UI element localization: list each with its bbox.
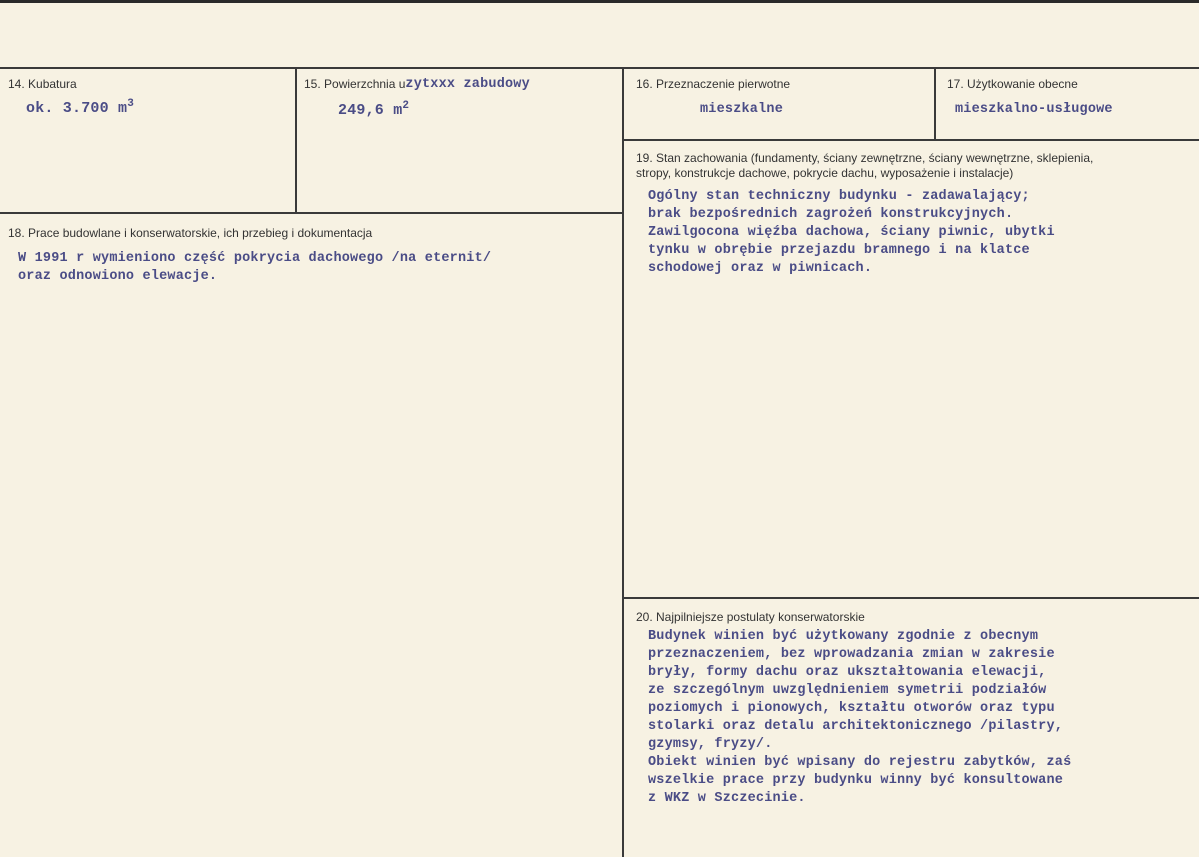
divider-15-16	[622, 67, 624, 857]
top-border	[0, 0, 1199, 3]
postulaty-line-7: gzymsy, fryzy/.	[648, 737, 773, 752]
przeznaczenie-label: 16. Przeznaczenie pierwotne	[636, 77, 791, 91]
stan-zachowania-label-line-1: 19. Stan zachowania (fundamenty, ściany zewnętrzne, ściany wewnętrzne, sklepienia,	[636, 151, 1094, 165]
postulaty-label: 20. Najpilniejsze postulaty konserwatorskie	[636, 610, 865, 624]
stan-zachowania-line-4: tynku w obrębie przejazdu bramnego i na klatce	[648, 243, 1030, 258]
kubatura-value-text: ok. 3.700 m	[26, 100, 128, 117]
kubatura-value	[26, 100, 134, 118]
divider-14-15	[295, 67, 297, 213]
postulaty-line-1: Budynek winien być użytkowany zgodnie z obecnym	[648, 629, 1039, 644]
stan-zachowania-line-2: brak bezpośrednich zagrożeń konstrukcyjnych.	[648, 207, 1014, 222]
stan-zachowania-line-3: Zawilgocona więźba dachowa, ściany piwnic, ubytki	[648, 225, 1055, 240]
postulaty-line-5: poziomych i pionowych, kształtu otworów oraz typu	[648, 701, 1055, 716]
postulaty-line-2: przeznaczeniem, bez wprowadzania zmian w zakresie	[648, 647, 1055, 662]
powierzchnia-label-printed: 15. Powierzchnia u	[304, 77, 406, 91]
powierzchnia-label-overtype: zytxxx zabudowy	[405, 77, 530, 92]
divider-top-row	[0, 67, 1199, 69]
stan-zachowania-line-1: Ogólny stan techniczny budynku - zadawalający;	[648, 189, 1030, 204]
powierzchnia-unit-exponent: 2	[402, 100, 410, 112]
postulaty-line-3: bryły, formy dachu oraz ukształtowania elewacji,	[648, 665, 1047, 680]
kubatura-label: 14. Kubatura	[8, 77, 77, 91]
kubatura-unit-exponent: 3	[127, 98, 135, 110]
uzytkowanie-value: mieszkalno-usługowe	[955, 102, 1113, 117]
postulaty-line-9: wszelkie prace przy budynku winny być konsultowane	[648, 773, 1064, 788]
postulaty-line-6: stolarki oraz detalu architektonicznego /pilastry,	[648, 719, 1064, 734]
postulaty-line-8: Obiekt winien być wpisany do rejestru zabytków, zaś	[648, 755, 1072, 770]
divider-below-16-17	[622, 139, 1199, 141]
powierzchnia-label	[304, 77, 530, 95]
stan-zachowania-label-line-2: stropy, konstrukcje dachowe, pokrycie dachu, wyposażenie i instalacje)	[636, 166, 1014, 180]
stan-zachowania-line-5: schodowej oraz w piwnicach.	[648, 261, 873, 276]
powierzchnia-value-text: 249,6 m	[338, 102, 403, 119]
przeznaczenie-value: mieszkalne	[700, 102, 784, 117]
divider-16-17	[934, 67, 936, 140]
prace-budowlane-label: 18. Prace budowlane i konserwatorskie, ich przebieg i dokumentacja	[8, 226, 373, 240]
powierzchnia-value	[338, 102, 409, 120]
divider-below-14-15	[0, 212, 624, 214]
postulaty-line-10: z WKZ w Szczecinie.	[648, 791, 806, 806]
uzytkowanie-label: 17. Użytkowanie obecne	[947, 77, 1078, 91]
divider-19-20	[622, 597, 1199, 599]
prace-budowlane-line-1: W 1991 r wymieniono część pokrycia dachowego /na eternit/	[18, 251, 492, 266]
prace-budowlane-line-2: oraz odnowiono elewacje.	[18, 269, 218, 284]
postulaty-line-4: ze szczególnym uwzględnieniem symetrii podziałów	[648, 683, 1047, 698]
